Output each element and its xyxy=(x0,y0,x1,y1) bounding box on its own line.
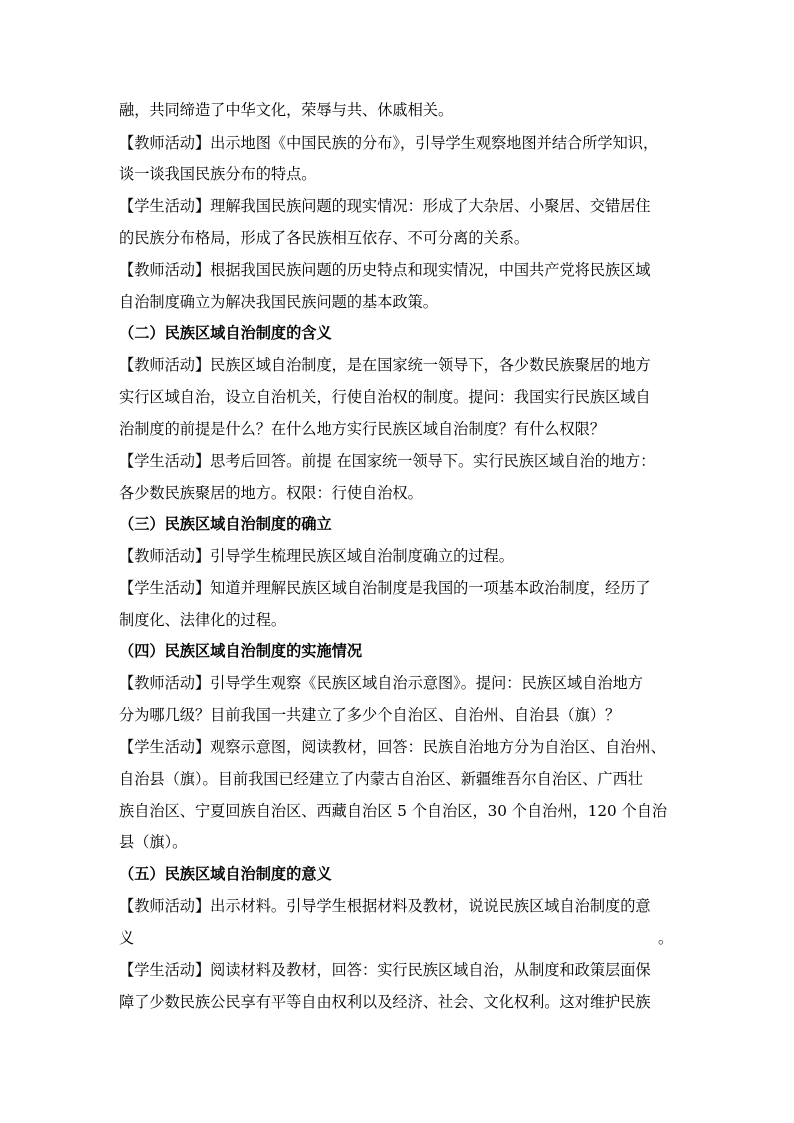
text-line: 【学生活动】知道并理解民族区域自治制度是我国的一项基本政治制度，经历了 xyxy=(119,579,651,597)
text-line: 分为哪几级？目前我国一共建立了多少个自治区、自治州、自治县（旗）？ xyxy=(119,706,621,724)
text-line: 【学生活动】理解我国民族问题的现实情况：形成了大杂居、小聚居、交错居住 xyxy=(119,197,651,215)
text-line: 各少数民族聚居的地方。权限：行使自治权。 xyxy=(119,484,423,502)
text-line: 【教师活动】民族区域自治制度，是在国家统一领导下，各少数民族聚居的地方 xyxy=(119,356,651,374)
text-line: 自治制度确立为解决我国民族问题的基本政策。 xyxy=(119,293,438,311)
text-line: 实行区域自治，设立自治机关，行使自治权的制度。提问：我国实行民族区域自 xyxy=(119,388,651,406)
text-line: 【教师活动】引导学生观察《民族区域自治示意图》。提问：民族区域自治地方 xyxy=(119,674,643,692)
text-line: 障了少数民族公民享有平等自由权利以及经济、社会、文化权利。这对维护民族 xyxy=(119,993,651,1011)
text-line: 制度化、法律化的过程。 xyxy=(119,611,287,629)
text-period: 。 xyxy=(658,929,674,947)
section-heading: （四）民族区域自治制度的实施情况 xyxy=(119,642,362,660)
text-line: 义 xyxy=(119,929,135,947)
text-line: 【教师活动】引导学生梳理民族区域自治制度确立的过程。 xyxy=(119,547,514,565)
text-line: 【学生活动】阅读材料及教材，回答：实行民族区域自治，从制度和政策层面保 xyxy=(119,961,651,979)
text-line: 的民族分布格局，形成了各民族相互依存、不可分离的关系。 xyxy=(119,229,530,247)
text-line: 县（旗）。 xyxy=(119,833,188,851)
text-line: 族自治区、宁夏回族自治区、西藏自治区 5 个自治区，30 个自治州，120 个自治 xyxy=(119,802,668,820)
text-line: 融，共同缔造了中华文化，荣辱与共、休戚相关。 xyxy=(119,101,454,119)
section-heading: （五）民族区域自治制度的意义 xyxy=(119,865,332,883)
text-line: 自治县（旗）。目前我国已经建立了内蒙古自治区、新疆维吾尔自治区、广西壮 xyxy=(119,770,643,788)
text-line: 【教师活动】出示材料。引导学生根据材料及教材，说说民族区域自治制度的意 xyxy=(119,897,651,915)
text-line: 【教师活动】出示地图《中国民族的分布》，引导学生观察地图并结合所学知识， xyxy=(119,134,659,152)
text-line: 治制度的前提是什么？在什么地方实行民族区域自治制度？有什么权限？ xyxy=(119,420,605,438)
section-heading: （二）民族区域自治制度的含义 xyxy=(119,324,332,342)
text-line: 【学生活动】观察示意图，阅读教材，回答：民族自治地方分为自治区、自治州、 xyxy=(119,738,666,756)
text-line: 【教师活动】根据我国民族问题的历史特点和现实情况，中国共产党将民族区域 xyxy=(119,261,651,279)
text-line: 谈一谈我国民族分布的特点。 xyxy=(119,165,317,183)
section-heading: （三）民族区域自治制度的确立 xyxy=(119,515,332,533)
text-line: 【学生活动】思考后回答。前提 在国家统一领导下。实行民族区域自治的地方： xyxy=(119,452,656,470)
